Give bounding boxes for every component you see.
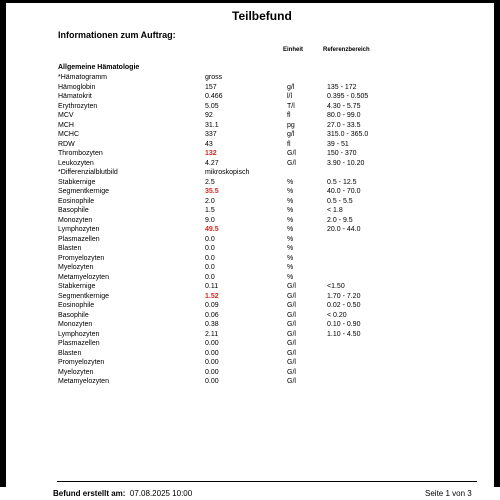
result-name: *Hämatogramm [58, 74, 108, 81]
result-reference: 0.5 - 12.5 [327, 178, 357, 186]
result-unit: G/l [287, 311, 296, 319]
table-row [58, 244, 488, 254]
result-value: 0.00 [205, 349, 219, 357]
result-name: Metamyelozyten [58, 273, 109, 281]
table-row [58, 159, 488, 169]
result-unit: fl [287, 140, 291, 148]
order-info-heading: Informationen zum Auftrag: [58, 30, 176, 40]
result-unit: G/l [287, 378, 296, 385]
result-name: Metamyelozyten [58, 378, 109, 385]
table-row [58, 235, 488, 245]
table-row [58, 130, 488, 140]
result-value: 0.00 [205, 359, 219, 366]
result-unit: % [287, 178, 294, 186]
result-value: 35.5 [205, 188, 219, 195]
result-unit: G/l [287, 349, 296, 357]
table-row [58, 330, 488, 340]
section-heading: Allgemeine Hämatologie [58, 64, 140, 71]
result-reference: <1.50 [327, 283, 345, 290]
table-row [58, 349, 488, 359]
result-value: 337 [205, 131, 217, 138]
result-value: 0.38 [205, 321, 219, 328]
result-value: 1.5 [205, 207, 215, 214]
result-reference: 1.70 - 7.20 [327, 292, 361, 300]
column-header-unit: Einheit [283, 47, 304, 53]
result-name: Stabkernige [58, 178, 96, 186]
table-row [58, 358, 488, 368]
table-row [58, 368, 488, 378]
result-name: Blasten [58, 349, 82, 357]
page-number: Seite 1 von 3 [425, 489, 472, 498]
report-created [53, 489, 192, 498]
result-name: Plasmazellen [58, 235, 100, 243]
result-unit: % [287, 264, 294, 271]
result-value: 0.00 [205, 378, 219, 385]
table-row [58, 102, 488, 112]
result-name: Blasten [58, 245, 82, 252]
result-reference: 1.10 - 4.50 [327, 330, 361, 338]
result-reference: 40.0 - 70.0 [327, 188, 361, 195]
result-unit: % [287, 207, 294, 214]
result-unit: % [287, 254, 294, 262]
result-reference: 0.10 - 0.90 [327, 321, 361, 328]
result-name: Erythrozyten [58, 102, 98, 110]
result-name: MCH [58, 121, 74, 129]
result-value: 4.27 [205, 159, 219, 167]
result-value: 9.0 [205, 216, 215, 224]
footer-divider [57, 481, 477, 482]
result-value: gross [205, 74, 223, 81]
result-reference: 0.395 - 0.505 [327, 93, 369, 100]
result-name: Plasmazellen [58, 340, 100, 347]
result-reference: < 0.20 [327, 311, 347, 319]
result-name: Stabkernige [58, 283, 96, 290]
result-name: Eosinophile [58, 197, 95, 205]
result-value: 49.5 [205, 226, 219, 233]
result-name: Myelozyten [58, 368, 94, 376]
table-row [58, 178, 488, 188]
table-row [58, 73, 488, 83]
result-unit: G/l [287, 159, 296, 167]
result-reference: < 1.8 [327, 207, 343, 214]
result-value: 1.52 [205, 292, 219, 300]
created-value: 07.08.2025 10:00 [129, 489, 193, 498]
result-value: mikroskopisch [205, 169, 250, 176]
table-row [58, 149, 488, 159]
table-row [58, 301, 488, 311]
result-reference: 315.0 - 365.0 [327, 131, 369, 138]
result-unit: G/l [287, 330, 296, 338]
result-unit: % [287, 235, 294, 243]
result-name: Monozyten [58, 321, 93, 328]
result-value: 92 [205, 112, 213, 119]
result-name: RDW [58, 140, 75, 148]
table-row [58, 216, 488, 226]
result-value: 132 [205, 150, 217, 157]
result-unit: pg [287, 121, 295, 129]
table-row [58, 254, 488, 264]
table-row [58, 339, 488, 349]
result-reference: 80.0 - 99.0 [327, 112, 361, 119]
result-value: 43 [205, 140, 213, 148]
result-name: Basophile [58, 207, 89, 214]
table-row [58, 121, 488, 131]
result-name: *Differenzialblutbild [58, 169, 118, 176]
page-title: Teilbefund [232, 9, 292, 23]
result-reference: 39 - 51 [327, 140, 349, 148]
table-row [58, 292, 488, 302]
result-unit: % [287, 216, 294, 224]
result-name: Hämoglobin [58, 83, 96, 91]
result-name: Leukozyten [58, 159, 94, 167]
result-value: 0.0 [205, 264, 215, 271]
results-table [58, 73, 488, 387]
table-row [58, 320, 488, 330]
result-name: Myelozyten [58, 264, 94, 271]
table-row [58, 187, 488, 197]
result-unit: G/l [287, 283, 296, 290]
result-reference: 20.0 - 44.0 [327, 226, 361, 233]
result-unit: l/l [287, 93, 293, 100]
result-reference: 2.0 - 9.5 [327, 216, 353, 224]
table-row [58, 83, 488, 93]
result-unit: % [287, 245, 294, 252]
result-value: 0.00 [205, 340, 219, 347]
result-unit: G/l [287, 150, 296, 157]
result-value: 0.11 [205, 283, 219, 290]
table-row [58, 311, 488, 321]
table-row [58, 263, 488, 273]
result-unit: G/l [287, 292, 296, 300]
result-name: Eosinophile [58, 302, 95, 309]
result-unit: % [287, 197, 294, 205]
result-unit: g/l [287, 83, 295, 91]
result-reference: 27.0 - 33.5 [327, 121, 361, 129]
result-name: Lymphozyten [58, 330, 100, 338]
result-value: 5.05 [205, 102, 219, 110]
result-name: Lymphozyten [58, 226, 100, 233]
result-value: 0.0 [205, 235, 215, 243]
result-unit: G/l [287, 321, 296, 328]
report-page [6, 3, 494, 487]
result-value: 0.00 [205, 368, 219, 376]
result-reference: 0.02 - 0.50 [327, 302, 361, 309]
created-label: Befund erstellt am: [53, 489, 126, 498]
result-unit: T/l [287, 102, 295, 110]
result-reference: 4.30 - 5.75 [327, 102, 361, 110]
result-value: 157 [205, 83, 217, 91]
table-row [58, 206, 488, 216]
table-row [58, 168, 488, 178]
table-row [58, 225, 488, 235]
result-name: Promyelozyten [58, 359, 105, 366]
result-value: 31.1 [205, 121, 219, 129]
result-value: 0.466 [205, 93, 223, 100]
result-name: Segmentkernige [58, 188, 109, 195]
result-name: Promyelozyten [58, 254, 105, 262]
table-row [58, 111, 488, 121]
table-row [58, 92, 488, 102]
result-name: Thrombozyten [58, 150, 103, 157]
result-name: MCV [58, 112, 74, 119]
result-reference: 3.90 - 10.20 [327, 159, 365, 167]
table-row [58, 282, 488, 292]
result-unit: G/l [287, 359, 296, 366]
result-name: Hämatokrit [58, 93, 92, 100]
result-unit: % [287, 226, 294, 233]
table-row [58, 197, 488, 207]
result-reference: 0.5 - 5.5 [327, 197, 353, 205]
column-header-reference: Referenzbereich [323, 47, 370, 53]
result-unit: G/l [287, 368, 296, 376]
result-name: Monozyten [58, 216, 93, 224]
result-value: 2.0 [205, 197, 215, 205]
result-value: 0.06 [205, 311, 219, 319]
table-row [58, 140, 488, 150]
result-name: MCHC [58, 131, 79, 138]
result-value: 0.0 [205, 273, 215, 281]
result-reference: 135 - 172 [327, 83, 357, 91]
result-value: 2.11 [205, 330, 219, 338]
result-unit: G/l [287, 340, 296, 347]
result-unit: % [287, 273, 294, 281]
result-value: 0.0 [205, 245, 215, 252]
result-unit: G/l [287, 302, 296, 309]
result-value: 2.5 [205, 178, 215, 186]
result-unit: fl [287, 112, 291, 119]
result-name: Basophile [58, 311, 89, 319]
result-value: 0.0 [205, 254, 215, 262]
result-name: Segmentkernige [58, 292, 109, 300]
result-reference: 150 - 370 [327, 150, 357, 157]
result-unit: g/l [287, 131, 295, 138]
table-row [58, 377, 488, 387]
result-unit: % [287, 188, 294, 195]
table-row [58, 273, 488, 283]
result-value: 0.09 [205, 302, 219, 309]
